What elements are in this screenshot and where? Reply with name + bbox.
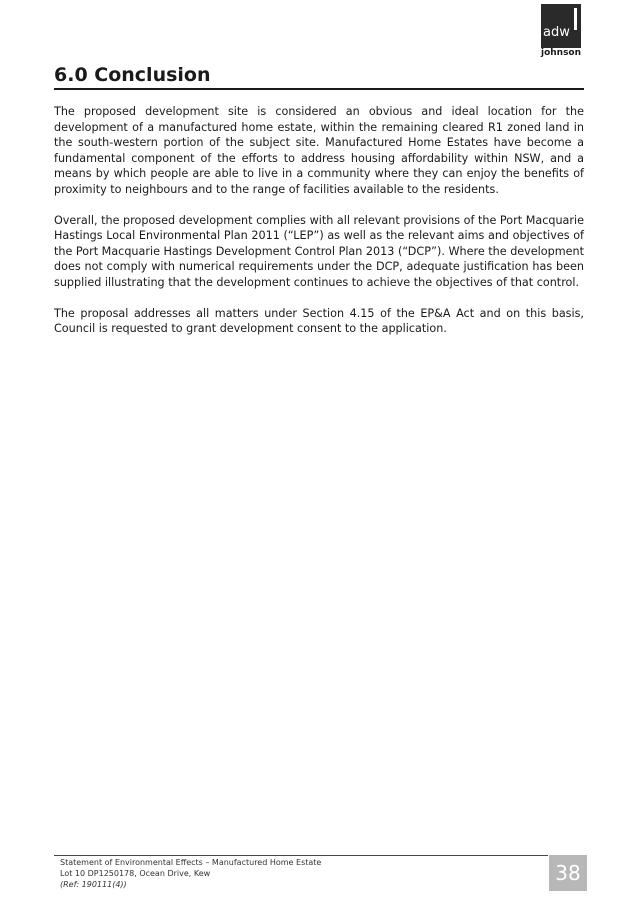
logo-name: johnson — [540, 48, 582, 58]
paragraph-2: Overall, the proposed development complies with all relevant provisions of the Port Macquarie Hastings Local Environmental Plan 2011 (“LEP”) as well as the relevant aims and objectives of the Port Macquarie Hastings Development Control Plan 2013 (“DCP”). Where the development does not comply with numerical requirements under the DCP, adequate justification has been supplied illustrating that the development continues to achieve the objectives of that control. — [54, 213, 584, 289]
section-heading: 6.0 Conclusion — [54, 64, 211, 86]
footer-reference: (Ref: 190111(4)) — [60, 880, 127, 889]
page-number-box — [549, 855, 587, 891]
footer-info — [60, 857, 321, 890]
paragraph-1: The proposed development site is considered an obvious and ideal location for the development of a manufactured home estate, within the remaining cleared R1 zoned land in the south-western portion of the subject site. Manufactured Home Estates have become a fundamental component of the efforts to address housing affordability within NSW, and a means by which people are able to live in a community where they can enjoy the benefits of proximity to neighbours and to the range of facilities available to the residents. — [54, 105, 584, 196]
paragraph-3: The proposal addresses all matters under Section 4.15 of the EP&A Act and on this basis, Council is requested to grant development consent to the application. — [54, 306, 584, 336]
company-logo — [537, 4, 585, 60]
logo-mark-text: adw — [543, 25, 570, 40]
footer-divider — [54, 855, 548, 856]
heading-divider — [54, 88, 584, 90]
logo-bar — [574, 8, 577, 30]
logo-mark — [541, 4, 581, 48]
section-body — [54, 104, 584, 352]
footer-document-title: Statement of Environmental Effects – Manufactured Home Estate — [60, 858, 322, 867]
footer-lot-address: Lot 10 DP1250178, Ocean Drive, Kew — [60, 869, 211, 878]
page-number: 38 — [555, 861, 581, 885]
